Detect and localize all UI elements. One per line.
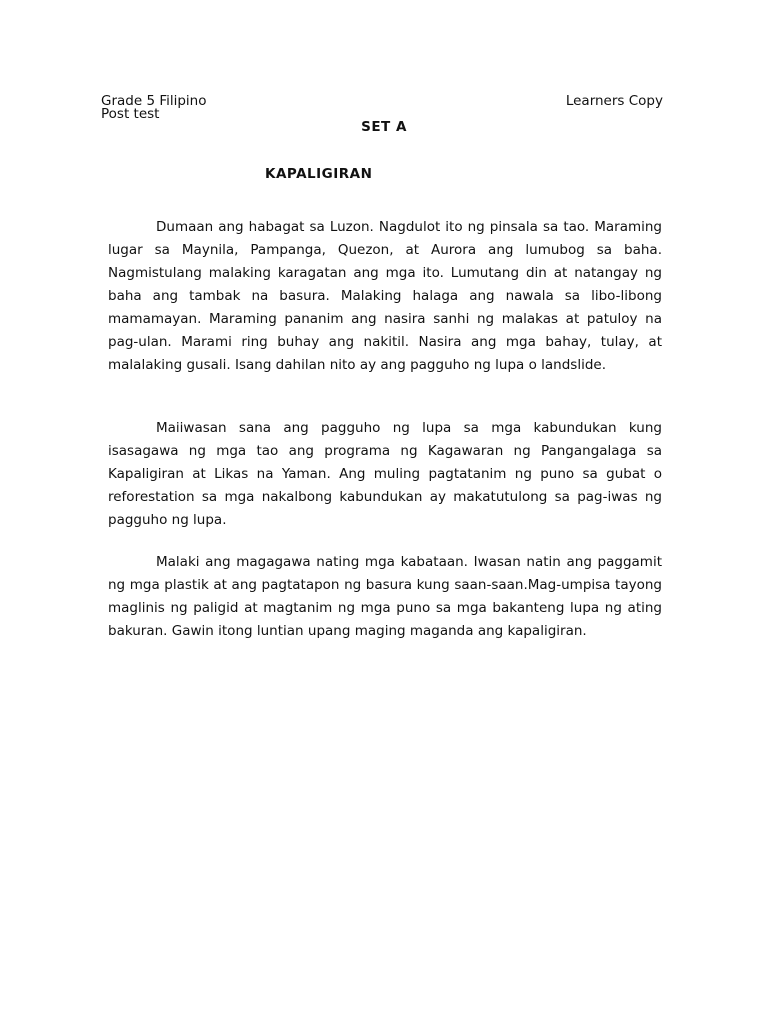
passage-paragraph-3 — [108, 551, 662, 643]
passage-paragraph-2 — [108, 417, 662, 532]
paragraph-text: Dumaan ang habagat sa Luzon. Nagdulot ito ng pinsala sa tao. Maraming lugar sa Maynila, Pampanga, Quezon, at Aurora ang lumubog sa baha. Nagmistulang malaking karagatan ang mga ito. Lumutang din at natangay ng baha ang tambak na basura. Malaking halaga ang nawala sa libo-libong mamamayan. Maraming pananim ang nasira sanhi ng malakas at patuloy na pag-ulan. Marami ring buhay ang nakitil. Nasira ang mga bahay, tulay, at malalaking gusali. Isang dahilan nito ay ang pagguho ng lupa o landslide. — [108, 219, 662, 373]
passage-paragraph-1 — [108, 216, 662, 377]
paragraph-text: Maiiwasan sana ang pagguho ng lupa sa mga kabundukan kung isasagawa ng mga tao ang programa ng Kagawaran ng Pangangalaga sa Kapaligiran at Likas na Yaman. Ang muling pagtatanim ng puno sa gubat o reforestation sa mga nakalbong kabundukan ay makatutulong sa pag-iwas ng pagguho ng lupa. — [108, 420, 662, 528]
test-type-label: Post test — [101, 106, 160, 122]
subject-label: Grade 5 Filipino — [101, 93, 207, 109]
paragraph-text: Malaki ang magagawa nating mga kabataan. Iwasan natin ang paggamit ng mga plastik at ang pagtatapon ng basura kung saan-saan.Mag-umpisa tayong maglinis ng paligid at magtanim ng mga puno sa mga bakanteng lupa ng ating bakuran. Gawin itong luntian upang maging maganda ang kapaligiran. — [108, 554, 662, 639]
set-label: SET A — [361, 119, 407, 135]
passage-title: KAPALIGIRAN — [265, 166, 373, 182]
copy-label: Learners Copy — [565, 93, 663, 109]
